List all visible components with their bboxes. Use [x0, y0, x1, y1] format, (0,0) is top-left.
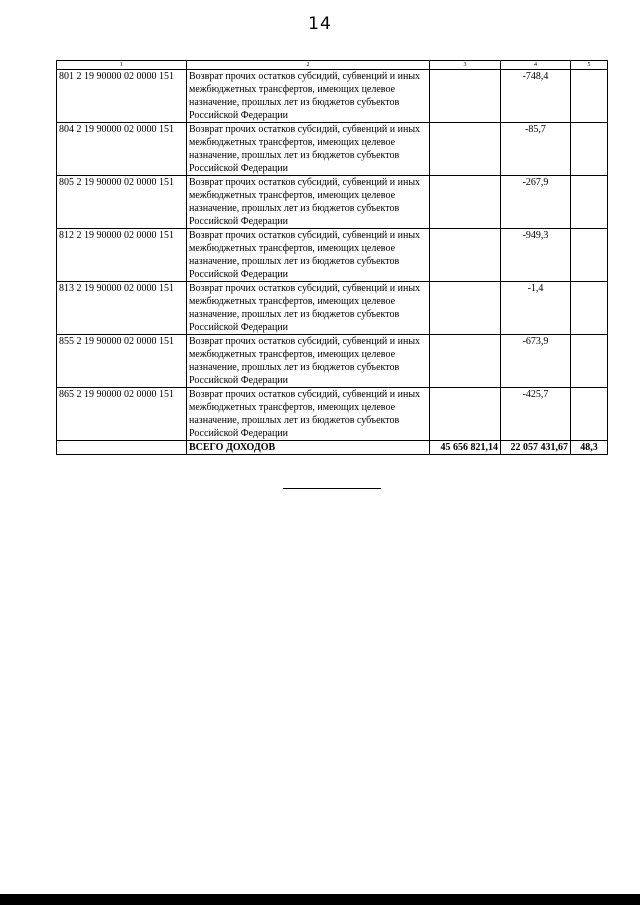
table-row — [57, 70, 608, 123]
col3-value — [430, 70, 501, 123]
header-col-4: 4 — [501, 61, 571, 70]
col5-value — [571, 282, 608, 335]
budget-code: 804 2 19 90000 02 0000 151 — [57, 123, 187, 176]
description: Возврат прочих остатков субсидий, субвенций и иных межбюджетных трансфертов, имеющих целевое назначение, прошлых лет из бюджетов субъектов Российской Федерации — [187, 176, 430, 229]
col4-value: -425,7 — [501, 388, 571, 441]
description: Возврат прочих остатков субсидий, субвенций и иных межбюджетных трансфертов, имеющих целевое назначение, прошлых лет из бюджетов субъектов Российской Федерации — [187, 282, 430, 335]
header-col-3: 3 — [430, 61, 501, 70]
col5-value — [571, 176, 608, 229]
col4-value: -673,9 — [501, 335, 571, 388]
col5-value — [571, 229, 608, 282]
table-row — [57, 335, 608, 388]
budget-code: 865 2 19 90000 02 0000 151 — [57, 388, 187, 441]
total-label: ВСЕГО ДОХОДОВ — [187, 441, 430, 455]
table-row — [57, 123, 608, 176]
col5-value — [571, 70, 608, 123]
budget-code: 813 2 19 90000 02 0000 151 — [57, 282, 187, 335]
col5-value — [571, 335, 608, 388]
col3-value — [430, 176, 501, 229]
col5-value — [571, 123, 608, 176]
table-row — [57, 176, 608, 229]
total-code — [57, 441, 187, 455]
col3-value — [430, 335, 501, 388]
col3-value — [430, 388, 501, 441]
description: Возврат прочих остатков субсидий, субвенций и иных межбюджетных трансфертов, имеющих целевое назначение, прошлых лет из бюджетов субъектов Российской Федерации — [187, 229, 430, 282]
col3-value — [430, 123, 501, 176]
budget-code: 801 2 19 90000 02 0000 151 — [57, 70, 187, 123]
col4-value: -1,4 — [501, 282, 571, 335]
header-col-1: 1 — [57, 61, 187, 70]
description: Возврат прочих остатков субсидий, субвенций и иных межбюджетных трансфертов, имеющих целевое назначение, прошлых лет из бюджетов субъектов Российской Федерации — [187, 70, 430, 123]
budget-code: 805 2 19 90000 02 0000 151 — [57, 176, 187, 229]
col4-value: -267,9 — [501, 176, 571, 229]
header-col-2: 2 — [187, 61, 430, 70]
col3-value — [430, 282, 501, 335]
description: Возврат прочих остатков субсидий, субвенций и иных межбюджетных трансфертов, имеющих целевое назначение, прошлых лет из бюджетов субъектов Российской Федерации — [187, 335, 430, 388]
separator-line — [283, 488, 381, 489]
budget-code: 855 2 19 90000 02 0000 151 — [57, 335, 187, 388]
total-col5: 48,3 — [571, 441, 608, 455]
description: Возврат прочих остатков субсидий, субвенций и иных межбюджетных трансфертов, имеющих целевое назначение, прошлых лет из бюджетов субъектов Российской Федерации — [187, 123, 430, 176]
table-row — [57, 388, 608, 441]
col4-value: -85,7 — [501, 123, 571, 176]
total-col3: 45 656 821,14 — [430, 441, 501, 455]
header-col-5: 5 — [571, 61, 608, 70]
col5-value — [571, 388, 608, 441]
col3-value — [430, 229, 501, 282]
table-row — [57, 282, 608, 335]
revenue-table — [56, 60, 608, 455]
budget-code: 812 2 19 90000 02 0000 151 — [57, 229, 187, 282]
table-row — [57, 229, 608, 282]
page-number: 14 — [308, 14, 332, 34]
description: Возврат прочих остатков субсидий, субвенций и иных межбюджетных трансфертов, имеющих целевое назначение, прошлых лет из бюджетов субъектов Российской Федерации — [187, 388, 430, 441]
total-col4: 22 057 431,67 — [501, 441, 571, 455]
table-header-row — [57, 61, 608, 70]
col4-value: -748,4 — [501, 70, 571, 123]
col4-value: -949,3 — [501, 229, 571, 282]
total-row — [57, 441, 608, 455]
scan-bottom-edge — [0, 894, 640, 905]
